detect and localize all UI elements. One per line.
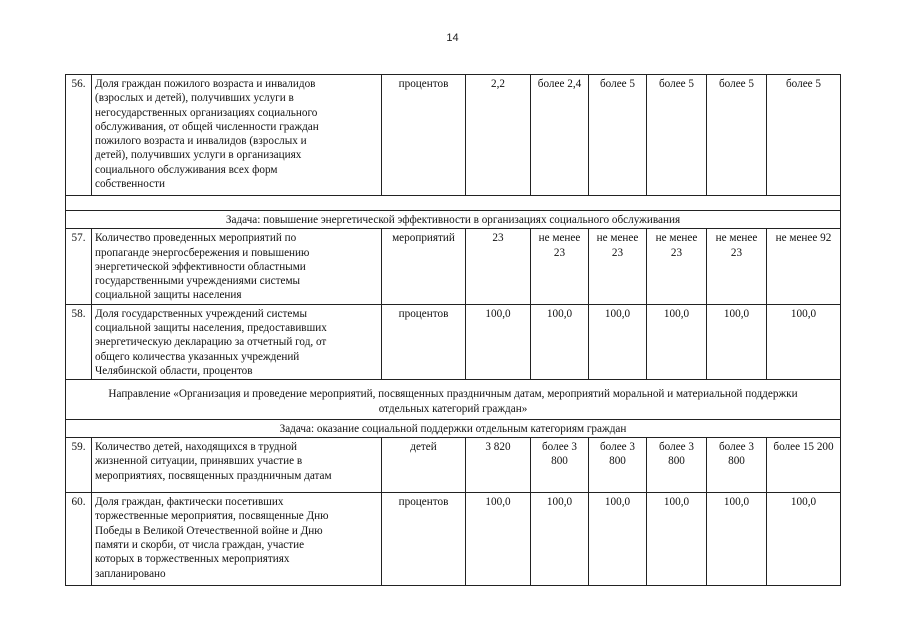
direction-heading: Направление «Организация и проведение мероприятий, посвященных праздничным датам, мероприятий моральной и материальной поддержки отдельных категорий граждан»: [66, 380, 841, 420]
base-value-cell: 100,0: [466, 493, 531, 586]
indicator-line: памяти и скорби, от числа граждан, участие: [95, 538, 305, 551]
table-row: [66, 304, 841, 379]
indicator-line: пропаганде энергосбережения и повышению: [95, 246, 310, 259]
indicator-line: социального обслуживания всех форм: [95, 163, 278, 176]
spacer-row: [66, 196, 841, 211]
unit-cell: процентов: [382, 493, 466, 586]
year4-value-cell: 100,0: [707, 493, 767, 586]
year4-value-cell: не менее 23: [707, 229, 767, 304]
year1-value-cell: 100,0: [531, 493, 589, 586]
unit-cell: процентов: [382, 75, 466, 196]
indicator-line: торжественные мероприятия, посвященные Дню: [95, 510, 329, 523]
year1-value-cell: не менее 23: [531, 229, 589, 304]
year3-value-cell: не менее 23: [647, 229, 707, 304]
indicator-line: мероприятиях, посвященных праздничным датам: [95, 469, 332, 482]
indicator-name: [92, 75, 382, 196]
base-value-cell: 2,2: [466, 75, 531, 196]
indicator-line: социальной защиты населения, предоставивших: [95, 322, 327, 335]
indicator-name: [92, 304, 382, 379]
year2-value-cell: более 5: [589, 75, 647, 196]
indicator-line: Доля граждан пожилого возраста и инвалидов: [95, 78, 316, 90]
base-value-cell: 100,0: [466, 304, 531, 379]
indicator-line: социальной защиты населения: [95, 289, 242, 302]
indicator-line: негосударственных организациях социального: [95, 106, 318, 119]
year2-value-cell: 100,0: [589, 304, 647, 379]
row-number: 60.: [66, 493, 92, 586]
base-value-cell: 3 820: [466, 438, 531, 493]
section-row: [66, 419, 841, 437]
task-heading: Задача: повышение энергетической эффективности в организациях социального обслуживания: [66, 211, 841, 229]
year1-value-cell: более 3 800: [531, 438, 589, 493]
indicator-line: которых в торжественных мероприятиях: [95, 553, 290, 566]
section-row: [66, 380, 841, 420]
year4-value-cell: более 5: [707, 75, 767, 196]
indicator-line: запланировано: [95, 567, 166, 580]
unit-cell: процентов: [382, 304, 466, 379]
indicator-line: обслуживания, от общей численности граждан: [95, 120, 319, 133]
year3-value-cell: 100,0: [647, 493, 707, 586]
indicator-name: [92, 229, 382, 304]
indicator-line: общего количества указанных учреждений: [95, 350, 300, 363]
total-value-cell: 100,0: [767, 304, 841, 379]
indicator-line: государственными учреждениями системы: [95, 275, 301, 288]
page-number: 14: [446, 32, 459, 44]
indicator-line: жизненной ситуации, принявших участие в: [95, 455, 303, 468]
indicator-name: [92, 438, 382, 493]
indicator-line: энергетической эффективности областными: [95, 260, 306, 273]
total-value-cell: более 15 200: [767, 438, 841, 493]
indicator-line: Доля граждан, фактически посетивших: [95, 496, 284, 509]
table-row: [66, 75, 841, 196]
indicator-line: Челябинской области, процентов: [95, 364, 253, 377]
year3-value-cell: более 5: [647, 75, 707, 196]
section-row: [66, 211, 841, 229]
indicators-table: [65, 74, 841, 586]
base-value-cell: 23: [466, 229, 531, 304]
task-heading: Задача: оказание социальной поддержки отдельным категориям граждан: [66, 419, 841, 437]
indicator-line: собственности: [95, 178, 165, 191]
year3-value-cell: более 3 800: [647, 438, 707, 493]
year1-value-cell: более 2,4: [531, 75, 589, 196]
row-number: 58.: [66, 304, 92, 379]
indicator-line: пожилого возраста и инвалидов (взрослых и: [95, 135, 307, 148]
row-number: 56.: [66, 75, 92, 196]
table-row: [66, 438, 841, 493]
total-value-cell: не менее 92: [767, 229, 841, 304]
indicator-line: Количество проведенных мероприятий по: [95, 232, 297, 245]
table-row: [66, 493, 841, 586]
indicator-line: Доля государственных учреждений системы: [95, 307, 307, 320]
total-value-cell: более 5: [767, 75, 841, 196]
row-number: 57.: [66, 229, 92, 304]
indicator-line: детей), получивших услуги в организациях: [95, 149, 302, 162]
indicator-line: (взрослых и детей), получивших услуги в: [95, 92, 294, 105]
year4-value-cell: 100,0: [707, 304, 767, 379]
total-value-cell: 100,0: [767, 493, 841, 586]
year2-value-cell: 100,0: [589, 493, 647, 586]
spacer-cell: [66, 196, 841, 211]
year2-value-cell: более 3 800: [589, 438, 647, 493]
table-row: [66, 229, 841, 304]
year3-value-cell: 100,0: [647, 304, 707, 379]
indicator-name: [92, 493, 382, 586]
indicator-line: Победы в Великой Отечественной войне и Дню: [95, 524, 323, 537]
unit-cell: мероприятий: [382, 229, 466, 304]
row-number: 59.: [66, 438, 92, 493]
year4-value-cell: более 3 800: [707, 438, 767, 493]
year1-value-cell: 100,0: [531, 304, 589, 379]
unit-cell: детей: [382, 438, 466, 493]
indicator-line: энергетическую декларацию за отчетный год, от: [95, 336, 327, 349]
year2-value-cell: не менее 23: [589, 229, 647, 304]
indicator-line: Количество детей, находящихся в трудной: [95, 441, 298, 454]
